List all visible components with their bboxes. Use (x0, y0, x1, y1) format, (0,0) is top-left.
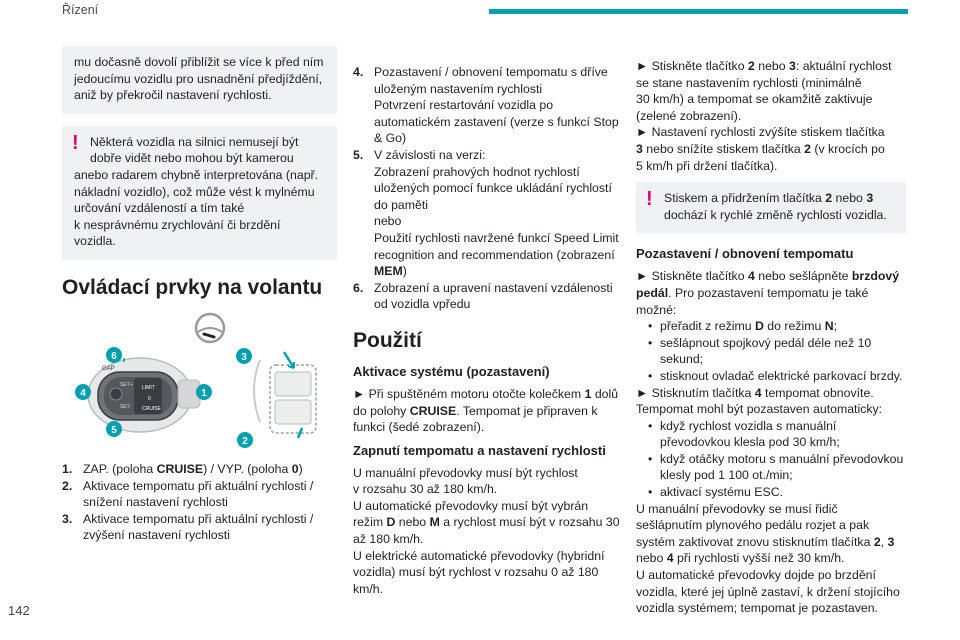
list-item: 3. Aktivace tempomatu při aktuální rychlosti / zvýšení nastavení rychlosti (62, 511, 314, 543)
page-number: 142 (8, 603, 30, 618)
lever-setminus-text: SET- (120, 403, 132, 410)
auto-pause-paragraph: Tempomat mohl být pozastaven automaticky: (636, 402, 883, 417)
callout-4-label: 4 (80, 387, 86, 399)
warning-text: Stiskem a přidržením tlačítka 2 nebo 3 dochází k rychlé změně rychlosti vozidla. (664, 191, 887, 222)
list-item: • sešlápnout spojkový pedál déle než 10 sekund; (648, 335, 906, 368)
subheading-enable: Zapnutí tempomatu a nastavení rychlosti (353, 442, 606, 458)
section-title: Řízení (62, 3, 99, 17)
controls-illustration (62, 310, 337, 455)
warning-box (636, 182, 906, 233)
controls-list-a (62, 461, 337, 544)
automatic-hold-paragraph: U automatické převodovky dojde po brzdění vozidla, které jej úplně zastaví, k držení stojícího vozidla systémem; tempomat je pozastaven. (636, 568, 900, 616)
list-item: • když otáčky motoru s manuální převodovkou klesly pod 1 100 ot./min; (648, 451, 906, 484)
manual-restart-paragraph: U manuální převodovky se musí řidič sešlápnutím plynového pedálu rozjet a pak systém zaktivovat znovu stisknutím tlačítka 2, 3 nebo 4 při rychlosti vyšší než 30 km/h. (636, 501, 895, 566)
column-2 (353, 64, 621, 603)
list-item: • když rychlost vozidla s manuální převodovkou klesla pod 30 km/h; (648, 418, 906, 451)
auto-pause-list (636, 418, 906, 501)
controls-list-b (353, 64, 621, 313)
callout-2 (237, 432, 253, 448)
lever-setplus-text: SET+ (120, 381, 133, 388)
callout-4 (75, 384, 91, 400)
list-item: 6. Zobrazení a upravení nastavení vzdálenosti od vozidla vpředu (353, 280, 613, 312)
callout-5 (106, 421, 122, 437)
callout-6 (106, 347, 122, 363)
warning-text-rest: anebo radarem chybně interpretována (např. nákladní vozidlo), což může vést k mylnému určování vzdáleností a tím také k nesprávnému zrychlování či brzdění vozidla. (74, 167, 319, 249)
automatic-gearbox-paragraph: U automatické převodovky musí být vybrán režim D nebo M a rychlost musí být v rozsahu 30 až 180 km/h. (353, 498, 620, 547)
pause-paragraph: ► Stiskněte tlačítko 4 nebo sešlápněte brzdový pedál. Pro pozastavení tempomatu je také možné: (636, 269, 900, 317)
subheading-pause-resume: Pozastavení / obnovení tempomatu (636, 246, 854, 262)
steering-controls-figure (62, 310, 337, 455)
callout-5-label: 5 (111, 424, 117, 436)
callout-1 (196, 384, 212, 400)
list-item: 4. Pozastavení / obnovení tempomatu s dříve uloženým nastavením rychlosti Potvrzení restartování vozidla po automatickém zastavení (verze s funkcí Stop & Go) (353, 65, 619, 146)
button-pad-illustration (254, 352, 316, 438)
activation-paragraph: ► Při spuštěném motoru otočte kolečkem 1 dolů do polohy CRUISE. Tempomat je připraven k funkci (šedé zobrazení). (353, 386, 619, 435)
cruise-lever-illustration (88, 358, 200, 432)
callout-2-label: 2 (242, 435, 248, 447)
lever-gap-text: GAP (102, 365, 115, 372)
electric-gearbox-paragraph: U elektrické automatické převodovky (hybridní vozidla) musí být rychlost v rozsahu 0 až 180 km/h. (353, 548, 605, 596)
set-speed-paragraph: ► Stiskněte tlačítko 2 nebo 3: aktuální rychlost se stane nastavením rychlosti (minimálně 30 km/h) a tempomat se okamžitě zaktivuje (zelené zobrazení). (636, 59, 892, 123)
pause-options-list (636, 318, 906, 384)
adjust-speed-paragraph: ► Nastavení rychlosti zvýšíte stiskem tlačítka 3 nebo snížíte stiskem tlačítka 2 (v krocích po 5 km/h při držení tlačítka). (636, 125, 885, 173)
callout-3-label: 3 (241, 351, 247, 363)
column-1 (62, 46, 337, 544)
info-box-text: mu dočasně dovolí přiblížit se více k před ním jedoucímu vozidlu pro usnadnění předjíždění, aniž by překročil nastavení rychlosti. (74, 55, 324, 103)
header-accent-bar (489, 9, 908, 14)
list-item: • stisknout ovladač elektrické parkovací brzdy. (648, 368, 906, 385)
list-item: • aktivací systému ESC. (648, 484, 906, 501)
warning-box (62, 126, 337, 260)
resume-paragraph: ► Stisknutím tlačítka 4 tempomat obnovíte. (636, 385, 874, 400)
lever-cruise-text: CRUISE (142, 405, 161, 412)
list-item: 5. V závislosti na verzi: Zobrazení prahových hodnot rychlostí uložených pomocí funkce ukládání rychlostí do paměti nebo Použití rychlosti navržené funkcí Speed Limit recognition and recommendation (zobrazení MEM) (353, 147, 619, 279)
warning-icon: ! (646, 188, 653, 211)
manual-gearbox-paragraph: U manuální převodovky musí být rychlost v rozsahu 30 až 180 km/h. (353, 465, 578, 497)
callout-3 (236, 348, 252, 364)
list-item: • přeřadit z režimu D do režimu N; (648, 318, 906, 335)
lever-zero-text: 0 (148, 395, 151, 402)
callout-1-label: 1 (201, 387, 207, 399)
list-item: 1. ZAP. (poloha CRUISE) / VYP. (poloha 0) (62, 461, 303, 476)
steering-wheel-icon (196, 314, 224, 342)
usage-heading: Použití (353, 328, 422, 352)
lever-limit-text: LIMIT (142, 384, 155, 391)
warning-text-first: Některá vozidla na silnici nemusejí být dobře vidět nebo mohou být kamerou (90, 134, 299, 166)
subheading-activation: Aktivace systému (pozastavení) (353, 363, 550, 379)
warning-icon: ! (72, 131, 79, 154)
column-3 (636, 58, 906, 623)
section-heading: Ovládací prvky na volantu (62, 275, 323, 299)
list-item: 2. Aktivace tempomatu při aktuální rychlosti / snížení nastavení rychlosti (62, 478, 314, 510)
callout-6-label: 6 (111, 350, 117, 362)
info-box (62, 46, 337, 114)
